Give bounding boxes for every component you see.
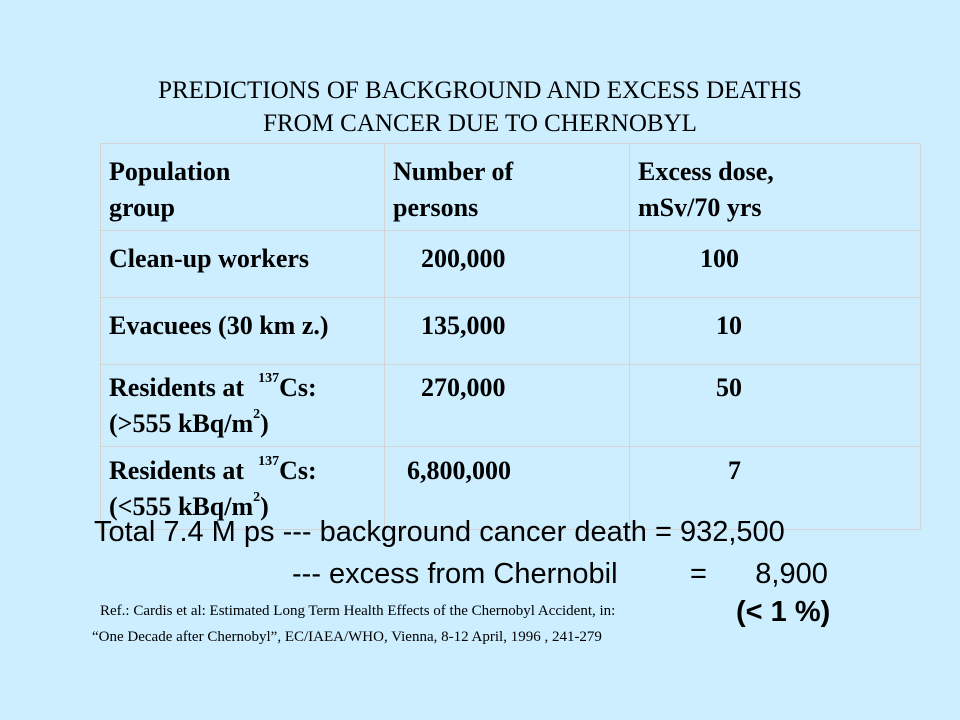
cell-persons: 6,800,000 (385, 447, 630, 530)
cell-dose: 100 (630, 231, 921, 298)
group-line-1 (109, 370, 376, 406)
cell-persons: 200,000 (385, 231, 630, 298)
excess-deaths-label: --- excess from Chernobil (292, 558, 618, 590)
cell-dose: 50 (630, 365, 921, 447)
header-text: Excess dose, (638, 157, 774, 186)
table-row (101, 365, 921, 447)
unit-exponent: 2 (253, 407, 261, 423)
header-population-group (101, 144, 385, 231)
cell-dose: 10 (630, 298, 921, 365)
unit-exponent: 2 (253, 490, 261, 506)
table-header-row (101, 144, 921, 231)
cell-persons: 270,000 (385, 365, 630, 447)
isotope-mass-number: 137 (258, 454, 280, 470)
cell-group: Clean-up workers (101, 231, 385, 298)
table-row (101, 298, 921, 365)
predictions-table (100, 143, 921, 530)
contamination-range: (<555 kBq/m (109, 492, 254, 521)
total-background-deaths: Total 7.4 M ps --- background cancer death = 932,500 (94, 516, 785, 548)
group-line-2 (109, 406, 376, 442)
contamination-range: (>555 kBq/m (109, 409, 254, 438)
header-text: Number of (393, 157, 514, 186)
header-number-of-persons (385, 144, 630, 231)
table-row (101, 231, 921, 298)
cell-persons: 135,000 (385, 298, 630, 365)
slide-title (0, 74, 960, 140)
title-line-1: PREDICTIONS OF BACKGROUND AND EXCESS DEATHS (158, 77, 802, 104)
header-text: Population (109, 157, 231, 186)
range-close: ) (260, 492, 269, 521)
cell-dose: 7 (630, 447, 921, 530)
isotope-symbol: Cs: (279, 373, 317, 402)
range-close: ) (260, 409, 269, 438)
isotope-symbol: Cs: (279, 456, 317, 485)
cell-group: Evacuees (30 km z.) (101, 298, 385, 365)
header-text: group (109, 193, 175, 222)
header-text: persons (393, 193, 479, 222)
reference-line-2: “One Decade after Chernobyl”, EC/IAEA/WHO, Vienna, 8-12 April, 1996 , 241-279 (92, 629, 602, 645)
excess-percentage: (< 1 %) (736, 596, 831, 628)
reference-line-1: Ref.: Cardis et al: Estimated Long Term Health Effects of the Chernobyl Accident, in: (100, 603, 616, 619)
excess-deaths-value: = 8,900 (690, 558, 828, 590)
cell-group (101, 365, 385, 447)
header-text: mSv/70 yrs (638, 193, 762, 222)
group-label: Residents at (109, 456, 245, 485)
group-line-1 (109, 453, 376, 489)
title-line-2: FROM CANCER DUE TO CHERNOBYL (263, 110, 697, 137)
isotope-mass-number: 137 (258, 371, 280, 387)
group-label: Residents at (109, 373, 245, 402)
header-excess-dose (630, 144, 921, 231)
